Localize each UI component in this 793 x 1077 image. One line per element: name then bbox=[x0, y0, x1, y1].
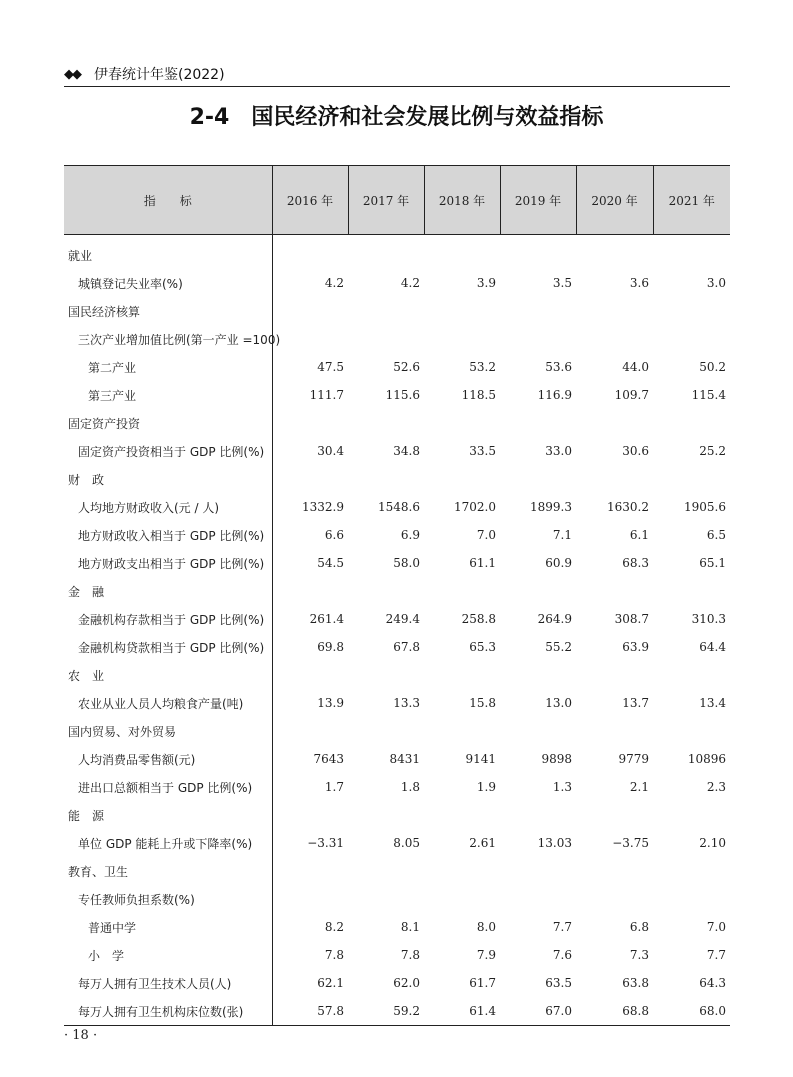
value-cell: 310.3 bbox=[691, 612, 726, 626]
value-cell bbox=[500, 235, 576, 270]
value-cell bbox=[424, 465, 500, 493]
value-cell: 25.2 bbox=[699, 444, 726, 458]
value-cell: 115.6 bbox=[385, 388, 420, 402]
year-header: 2019 年 bbox=[500, 166, 576, 235]
value-cell: 1332.9 bbox=[302, 500, 344, 514]
value-cell: 67.8 bbox=[393, 640, 420, 654]
value-cell bbox=[576, 717, 653, 745]
value-cell bbox=[500, 717, 576, 745]
value-cell: 1548.6 bbox=[378, 500, 420, 514]
value-cell bbox=[653, 325, 730, 353]
value-cell bbox=[576, 577, 653, 605]
value-cell: 8.1 bbox=[400, 920, 420, 934]
section-label: 专任教师负担系数(%) bbox=[64, 885, 272, 913]
table-title: 国民经济和社会发展比例与效益指标 bbox=[251, 105, 604, 130]
value-cell: 52.6 bbox=[393, 360, 420, 374]
indicator-label: 小 学 bbox=[64, 941, 272, 969]
value-cell: 9141 bbox=[465, 752, 496, 766]
value-cell bbox=[653, 297, 730, 325]
indicator-label: 单位 GDP 能耗上升或下降率(%) bbox=[64, 829, 272, 857]
value-cell: 3.6 bbox=[629, 276, 649, 290]
value-cell bbox=[272, 235, 348, 270]
value-cell: 109.7 bbox=[614, 388, 649, 402]
table-row bbox=[64, 689, 730, 717]
value-cell bbox=[500, 885, 576, 913]
value-cell bbox=[272, 409, 348, 437]
year-header: 2016 年 bbox=[272, 166, 348, 235]
value-cell: 62.1 bbox=[317, 976, 344, 990]
value-cell: 13.7 bbox=[622, 696, 649, 710]
value-cell: 249.4 bbox=[385, 612, 420, 626]
value-cell: 68.3 bbox=[622, 556, 649, 570]
value-cell: 261.4 bbox=[309, 612, 344, 626]
value-cell: 58.0 bbox=[393, 556, 420, 570]
value-cell: 54.5 bbox=[317, 556, 344, 570]
value-cell: 61.4 bbox=[424, 997, 500, 1026]
table-row bbox=[64, 465, 730, 493]
value-cell bbox=[424, 297, 500, 325]
value-cell: 63.5 bbox=[545, 976, 572, 990]
table-row bbox=[64, 633, 730, 661]
value-cell: 50.2 bbox=[699, 360, 726, 374]
value-cell bbox=[500, 297, 576, 325]
diamond-icon: ◆◆ bbox=[64, 67, 80, 82]
indicator-label: 进出口总额相当于 GDP 比例(%) bbox=[64, 773, 272, 801]
value-cell: 9898 bbox=[541, 752, 572, 766]
value-cell: 13.0 bbox=[545, 696, 572, 710]
section-label: 国内贸易、对外贸易 bbox=[64, 717, 272, 745]
table-number: 2-4 bbox=[189, 105, 230, 130]
value-cell bbox=[500, 409, 576, 437]
indicator-label: 第三产业 bbox=[64, 381, 272, 409]
value-cell: 116.9 bbox=[537, 388, 572, 402]
value-cell: 2.3 bbox=[706, 780, 726, 794]
value-cell: 64.3 bbox=[699, 976, 726, 990]
value-cell bbox=[576, 661, 653, 689]
value-cell bbox=[653, 235, 730, 270]
value-cell bbox=[424, 577, 500, 605]
value-cell bbox=[272, 661, 348, 689]
value-cell: 4.2 bbox=[324, 276, 344, 290]
value-cell bbox=[653, 857, 730, 885]
value-cell: 6.6 bbox=[324, 528, 344, 542]
value-cell: 62.0 bbox=[393, 976, 420, 990]
value-cell: 8431 bbox=[389, 752, 420, 766]
value-cell bbox=[576, 857, 653, 885]
value-cell bbox=[653, 465, 730, 493]
value-cell: 6.8 bbox=[629, 920, 649, 934]
value-cell bbox=[653, 717, 730, 745]
value-cell: 6.1 bbox=[629, 528, 649, 542]
value-cell: 7.3 bbox=[629, 948, 649, 962]
value-cell bbox=[500, 465, 576, 493]
value-cell: 47.5 bbox=[317, 360, 344, 374]
value-cell: −3.75 bbox=[612, 836, 649, 850]
year-header: 2018 年 bbox=[424, 166, 500, 235]
value-cell bbox=[576, 297, 653, 325]
indicator-label: 普通中学 bbox=[64, 913, 272, 941]
value-cell bbox=[348, 409, 424, 437]
table-header-row bbox=[64, 166, 730, 235]
table-row bbox=[64, 521, 730, 549]
value-cell: 115.4 bbox=[691, 388, 726, 402]
value-cell bbox=[272, 801, 348, 829]
value-cell: −3.31 bbox=[307, 836, 344, 850]
table-row bbox=[64, 493, 730, 521]
value-cell bbox=[576, 235, 653, 270]
value-cell bbox=[272, 885, 348, 913]
table-row bbox=[64, 353, 730, 381]
value-cell: 2.1 bbox=[629, 780, 649, 794]
value-cell bbox=[653, 577, 730, 605]
value-cell: 308.7 bbox=[614, 612, 649, 626]
running-header bbox=[64, 64, 730, 87]
value-cell: 69.8 bbox=[317, 640, 344, 654]
value-cell: 2.10 bbox=[699, 836, 726, 850]
indicator-label: 地方财政收入相当于 GDP 比例(%) bbox=[64, 521, 272, 549]
value-cell bbox=[424, 235, 500, 270]
indicator-label: 每万人拥有卫生技术人员(人) bbox=[64, 969, 272, 997]
value-cell bbox=[272, 465, 348, 493]
value-cell: 63.8 bbox=[622, 976, 649, 990]
value-cell bbox=[348, 661, 424, 689]
page-number: · 18 · bbox=[64, 1028, 98, 1043]
indicator-label: 第二产业 bbox=[64, 353, 272, 381]
value-cell: 6.9 bbox=[400, 528, 420, 542]
section-label: 教育、卫生 bbox=[64, 857, 272, 885]
value-cell: 53.2 bbox=[469, 360, 496, 374]
value-cell: 13.3 bbox=[393, 696, 420, 710]
value-cell bbox=[576, 885, 653, 913]
value-cell: 7.0 bbox=[476, 528, 496, 542]
value-cell: 33.5 bbox=[469, 444, 496, 458]
value-cell: 33.0 bbox=[545, 444, 572, 458]
value-cell: 7.9 bbox=[476, 948, 496, 962]
value-cell bbox=[272, 297, 348, 325]
section-label: 金 融 bbox=[64, 577, 272, 605]
value-cell bbox=[653, 801, 730, 829]
value-cell: 57.8 bbox=[272, 997, 348, 1026]
indicator-label: 地方财政支出相当于 GDP 比例(%) bbox=[64, 549, 272, 577]
section-label: 农 业 bbox=[64, 661, 272, 689]
value-cell: 1899.3 bbox=[530, 500, 572, 514]
value-cell bbox=[348, 235, 424, 270]
value-cell bbox=[348, 577, 424, 605]
value-cell: 7.7 bbox=[552, 920, 572, 934]
table-row bbox=[64, 409, 730, 437]
value-cell bbox=[424, 661, 500, 689]
value-cell: 258.8 bbox=[461, 612, 496, 626]
value-cell bbox=[576, 465, 653, 493]
value-cell: 30.6 bbox=[622, 444, 649, 458]
value-cell: 7.0 bbox=[706, 920, 726, 934]
value-cell: 7.8 bbox=[400, 948, 420, 962]
year-header: 2017 年 bbox=[348, 166, 424, 235]
value-cell bbox=[500, 661, 576, 689]
table-row bbox=[64, 605, 730, 633]
value-cell bbox=[272, 717, 348, 745]
indicator-label: 人均消费品零售额(元) bbox=[64, 745, 272, 773]
page-title bbox=[0, 100, 793, 131]
value-cell: 61.1 bbox=[469, 556, 496, 570]
value-cell bbox=[424, 885, 500, 913]
table-row bbox=[64, 857, 730, 885]
value-cell bbox=[500, 325, 576, 353]
value-cell: 15.8 bbox=[469, 696, 496, 710]
value-cell: 3.0 bbox=[706, 276, 726, 290]
value-cell: 10896 bbox=[687, 752, 726, 766]
value-cell bbox=[576, 409, 653, 437]
value-cell bbox=[348, 857, 424, 885]
value-cell bbox=[424, 857, 500, 885]
section-label: 能 源 bbox=[64, 801, 272, 829]
value-cell: 1.9 bbox=[476, 780, 496, 794]
value-cell bbox=[348, 885, 424, 913]
value-cell bbox=[348, 717, 424, 745]
value-cell: 2.61 bbox=[469, 836, 496, 850]
value-cell: 3.5 bbox=[552, 276, 572, 290]
table-row bbox=[64, 235, 730, 270]
value-cell: 13.03 bbox=[537, 836, 572, 850]
value-cell: 59.2 bbox=[348, 997, 424, 1026]
value-cell bbox=[424, 717, 500, 745]
value-cell: 64.4 bbox=[699, 640, 726, 654]
value-cell bbox=[348, 325, 424, 353]
value-cell: 44.0 bbox=[622, 360, 649, 374]
value-cell: 1905.6 bbox=[684, 500, 726, 514]
value-cell: 8.0 bbox=[476, 920, 496, 934]
value-cell bbox=[653, 885, 730, 913]
indicator-label: 人均地方财政收入(元 / 人) bbox=[64, 493, 272, 521]
table-row bbox=[64, 325, 730, 353]
value-cell: 34.8 bbox=[393, 444, 420, 458]
value-cell: 7.8 bbox=[324, 948, 344, 962]
section-label: 国民经济核算 bbox=[64, 297, 272, 325]
table-row bbox=[64, 661, 730, 689]
table-row bbox=[64, 549, 730, 577]
value-cell: 1630.2 bbox=[607, 500, 649, 514]
table-row bbox=[64, 577, 730, 605]
value-cell: 7643 bbox=[313, 752, 344, 766]
value-cell: 67.0 bbox=[500, 997, 576, 1026]
table-row bbox=[64, 773, 730, 801]
value-cell: 264.9 bbox=[537, 612, 572, 626]
value-cell: 1.8 bbox=[400, 780, 420, 794]
value-cell: 60.9 bbox=[545, 556, 572, 570]
value-cell: 63.9 bbox=[622, 640, 649, 654]
table-row bbox=[64, 941, 730, 969]
book-title: 伊春统计年鉴(2022) bbox=[94, 67, 225, 83]
value-cell: 30.4 bbox=[317, 444, 344, 458]
value-cell: 3.9 bbox=[476, 276, 496, 290]
value-cell: 61.7 bbox=[469, 976, 496, 990]
table-row bbox=[64, 381, 730, 409]
value-cell: 1.3 bbox=[552, 780, 572, 794]
value-cell bbox=[653, 409, 730, 437]
value-cell: 118.5 bbox=[461, 388, 496, 402]
value-cell bbox=[576, 801, 653, 829]
indicator-label: 金融机构贷款相当于 GDP 比例(%) bbox=[64, 633, 272, 661]
value-cell bbox=[424, 801, 500, 829]
indicator-label: 农业从业人员人均粮食产量(吨) bbox=[64, 689, 272, 717]
year-header: 2020 年 bbox=[576, 166, 653, 235]
value-cell bbox=[424, 325, 500, 353]
indicator-label: 金融机构存款相当于 GDP 比例(%) bbox=[64, 605, 272, 633]
value-cell bbox=[272, 325, 348, 353]
section-label: 就业 bbox=[64, 235, 272, 270]
value-cell: 13.4 bbox=[699, 696, 726, 710]
section-label: 三次产业增加值比例(第一产业 =100) bbox=[64, 325, 272, 353]
indicator-label: 固定资产投资相当于 GDP 比例(%) bbox=[64, 437, 272, 465]
table-row bbox=[64, 745, 730, 773]
indicator-label: 每万人拥有卫生机构床位数(张) bbox=[64, 997, 272, 1026]
value-cell bbox=[653, 661, 730, 689]
table-row bbox=[64, 885, 730, 913]
value-cell bbox=[500, 577, 576, 605]
value-cell: 68.0 bbox=[653, 997, 730, 1026]
value-cell bbox=[424, 409, 500, 437]
value-cell bbox=[576, 325, 653, 353]
value-cell: 65.1 bbox=[699, 556, 726, 570]
value-cell: 8.05 bbox=[393, 836, 420, 850]
value-cell bbox=[272, 857, 348, 885]
table-row bbox=[64, 297, 730, 325]
value-cell: 68.8 bbox=[576, 997, 653, 1026]
value-cell: 7.6 bbox=[552, 948, 572, 962]
value-cell: 55.2 bbox=[545, 640, 572, 654]
table-row bbox=[64, 829, 730, 857]
table-row bbox=[64, 997, 730, 1026]
value-cell: 7.7 bbox=[706, 948, 726, 962]
value-cell: 9779 bbox=[618, 752, 649, 766]
value-cell: 1702.0 bbox=[454, 500, 496, 514]
table-row bbox=[64, 913, 730, 941]
table-row bbox=[64, 269, 730, 297]
section-label: 财 政 bbox=[64, 465, 272, 493]
table-row bbox=[64, 437, 730, 465]
table-row bbox=[64, 969, 730, 997]
value-cell: 111.7 bbox=[309, 388, 344, 402]
year-header: 2021 年 bbox=[653, 166, 730, 235]
value-cell bbox=[348, 297, 424, 325]
value-cell bbox=[272, 577, 348, 605]
value-cell: 8.2 bbox=[324, 920, 344, 934]
value-cell: 6.5 bbox=[706, 528, 726, 542]
section-label: 固定资产投资 bbox=[64, 409, 272, 437]
value-cell: 53.6 bbox=[545, 360, 572, 374]
value-cell bbox=[348, 465, 424, 493]
value-cell: 13.9 bbox=[317, 696, 344, 710]
indicator-label: 城镇登记失业率(%) bbox=[64, 269, 272, 297]
value-cell bbox=[348, 801, 424, 829]
value-cell: 4.2 bbox=[400, 276, 420, 290]
value-cell bbox=[500, 801, 576, 829]
table-row bbox=[64, 801, 730, 829]
table-row bbox=[64, 717, 730, 745]
indicator-header: 指 标 bbox=[64, 166, 272, 235]
value-cell: 1.7 bbox=[324, 780, 344, 794]
value-cell: 65.3 bbox=[469, 640, 496, 654]
indicator-table bbox=[64, 165, 730, 1026]
value-cell bbox=[500, 857, 576, 885]
value-cell: 7.1 bbox=[552, 528, 572, 542]
table-body bbox=[64, 235, 730, 1026]
